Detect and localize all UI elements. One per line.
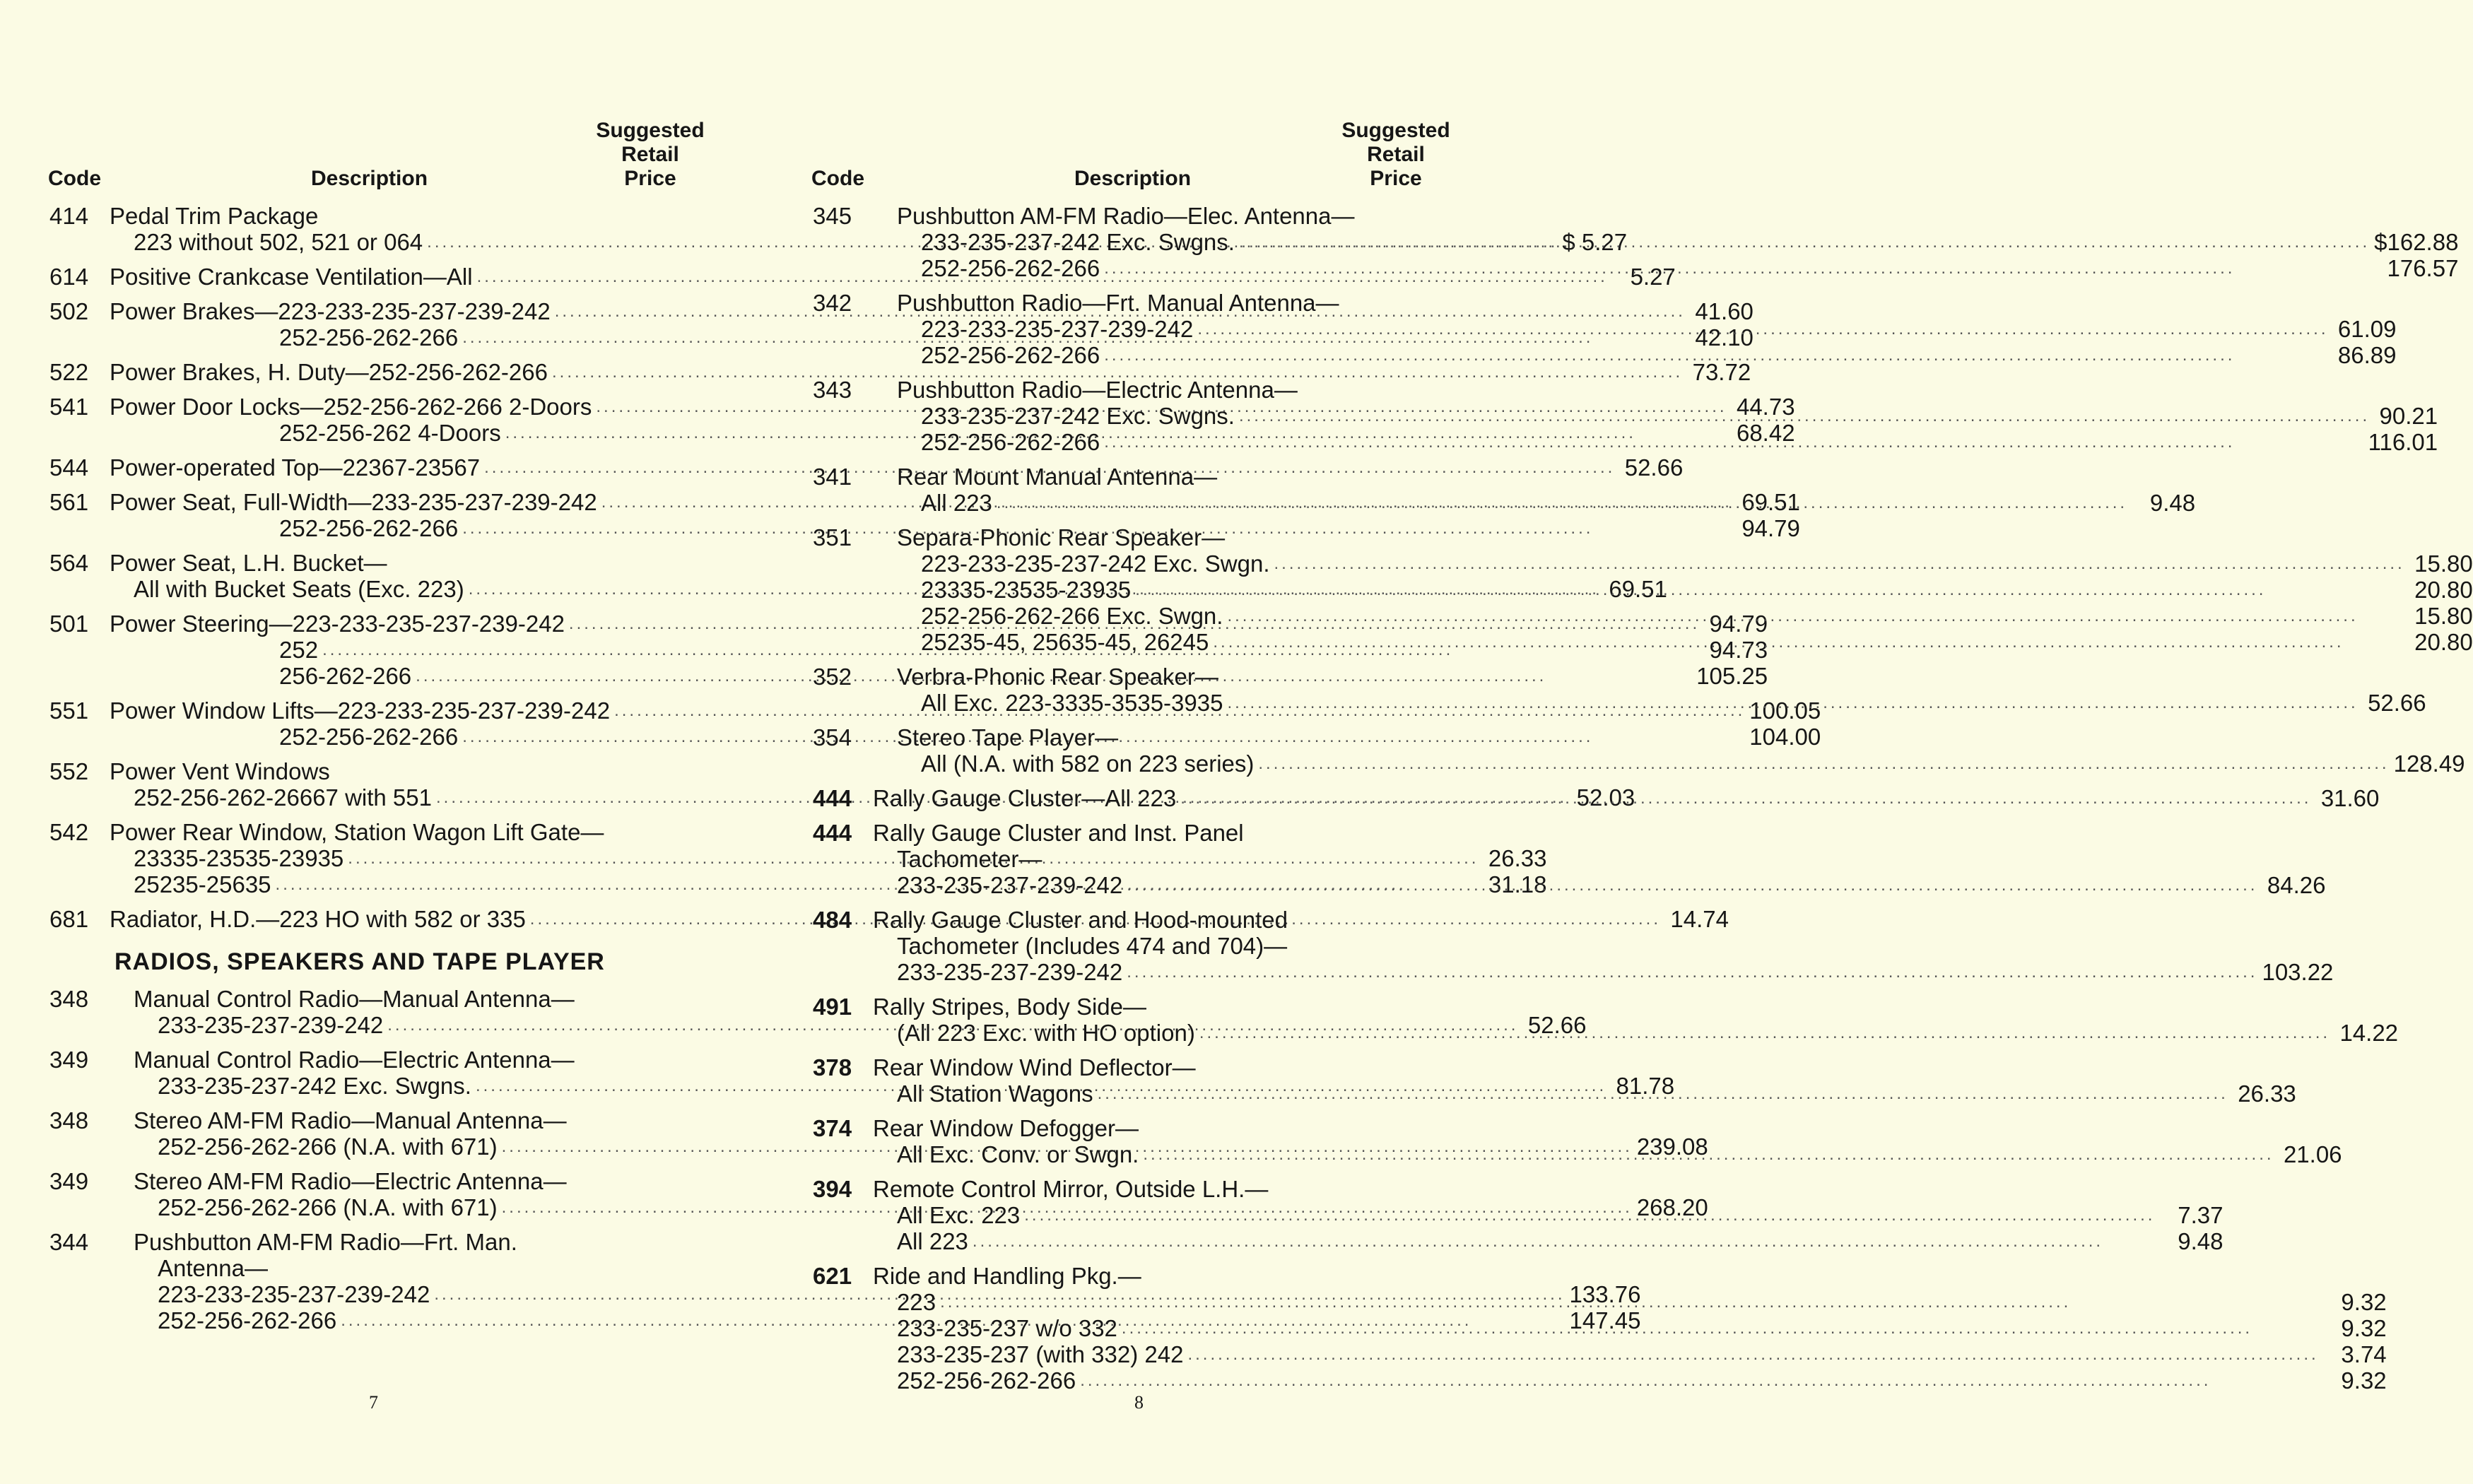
price-line <box>873 1020 2398 1046</box>
price-value: 26.33 <box>2238 1080 2296 1107</box>
price-header: Suggested Retail Price <box>1341 119 1450 190</box>
price-value: 94.79 <box>1741 515 1800 541</box>
line-description: 23335-23535-23935 <box>134 845 344 871</box>
price-line <box>897 690 2426 716</box>
option-title: Stereo AM-FM Radio—Electric Antenna— <box>134 1168 567 1194</box>
price-line <box>873 1141 2342 1167</box>
option-title: Pushbutton AM-FM Radio—Frt. Man. <box>134 1229 517 1255</box>
dot-leader <box>1104 255 2383 281</box>
line-description: Positive Crankcase Ventilation—All <box>110 264 473 290</box>
line-description: Power-operated Top—22367-23567 <box>110 454 481 481</box>
price-line <box>897 603 2473 629</box>
price-value: 5.27 <box>1630 264 1676 290</box>
price-value: 9.32 <box>2341 1367 2387 1394</box>
line-description: 233-235-237-242 Exc. Swgns. <box>921 403 1235 429</box>
price-value: 15.80 <box>2414 550 2473 577</box>
dot-leader <box>1239 229 2370 255</box>
price-value: 14.74 <box>1670 906 1729 932</box>
price-line <box>897 550 2473 577</box>
line-description: 223 without 502, 521 or 064 <box>134 229 423 255</box>
line-description: Power Brakes, H. Duty—252-256-262-266 <box>110 359 548 385</box>
dot-leader <box>1227 603 2404 629</box>
line-description: All Exc. Conv. or Swgn. <box>897 1141 1139 1167</box>
dot-leader <box>1143 1141 2274 1167</box>
line-description: All 223 <box>921 490 992 516</box>
line-description: 233-235-237-242 Exc. Swgns. <box>921 229 1235 255</box>
option-title: Rear Mount Manual Antenna— <box>897 464 1218 490</box>
dot-leader <box>997 490 2127 516</box>
option-title: Stereo AM-FM Radio—Manual Antenna— <box>134 1107 567 1133</box>
line-description: Power Door Locks—252-256-262-266 2-Doors <box>110 394 592 420</box>
code-header: Code <box>48 167 101 190</box>
option-code: 522 <box>49 359 89 385</box>
dot-leader <box>1187 1341 2318 1367</box>
line-description: All 223 <box>897 1228 968 1254</box>
price-value: $ 5.27 <box>1562 229 1628 255</box>
dot-leader <box>1227 690 2358 716</box>
price-value: 14.22 <box>2339 1020 2399 1046</box>
dot-leader <box>1098 1080 2228 1107</box>
line-description: 233-235-237-239-242 <box>158 1012 384 1038</box>
option-code: 378 <box>813 1054 852 1080</box>
option-code: 621 <box>813 1263 852 1289</box>
option-title: Rally Gauge Cluster and Hood-mounted <box>873 907 1288 933</box>
price-line <box>897 429 2438 455</box>
price-value: 31.60 <box>2320 785 2380 811</box>
option-title: Pushbutton AM-FM Radio—Elec. Antenna— <box>897 203 1355 229</box>
option-code: 541 <box>49 394 89 420</box>
option-title-cont: Antenna— <box>158 1255 268 1281</box>
price-value: 133.76 <box>1569 1281 1641 1307</box>
option-title: Verbra-Phonic Rear Speaker— <box>897 664 1218 690</box>
option-code: 344 <box>49 1229 89 1255</box>
line-description: Power Window Lifts—223-233-235-237-239-242 <box>110 697 611 724</box>
option-title: Remote Control Mirror, Outside L.H.— <box>873 1176 1269 1202</box>
price-value: 9.32 <box>2341 1289 2387 1315</box>
option-code: 341 <box>813 464 852 490</box>
price-line <box>897 577 2473 603</box>
price-value: 116.01 <box>2368 429 2438 455</box>
option-code: 444 <box>813 785 852 811</box>
option-title: Power Vent Windows <box>110 758 330 784</box>
line-description: 252-256-262-266 <box>279 515 459 541</box>
option-title: Rally Stripes, Body Side— <box>873 994 1146 1020</box>
page-number: 7 <box>369 1392 378 1413</box>
line-description: 252-256-262-266 <box>921 429 1100 455</box>
option-title: Rear Window Defogger— <box>873 1115 1139 1141</box>
option-code: 348 <box>49 986 89 1012</box>
price-line <box>897 629 2473 655</box>
price-value: 84.26 <box>2267 872 2326 898</box>
option-title: Manual Control Radio—Manual Antenna— <box>134 986 575 1012</box>
line-description: 223-233-235-237-242 Exc. Swgn. <box>921 550 1270 577</box>
option-code: 501 <box>49 611 89 637</box>
option-code: 349 <box>49 1168 89 1194</box>
line-description: 252-256-262-266 <box>279 724 459 750</box>
dot-leader <box>1180 785 2311 811</box>
price-value: 103.22 <box>2262 959 2334 985</box>
option-title: Manual Control Radio—Electric Antenna— <box>134 1047 575 1073</box>
line-description: 252-256-262-266 <box>921 255 1100 281</box>
code-header: Code <box>811 167 864 190</box>
line-description: Power Seat, Full-Width—233-235-237-239-242 <box>110 489 597 515</box>
price-line <box>897 750 2465 777</box>
price-value: 61.09 <box>2337 316 2397 342</box>
line-description: All Exc. 223 <box>897 1202 1021 1228</box>
price-value: 239.08 <box>1636 1133 1708 1160</box>
option-code: 542 <box>49 819 89 845</box>
option-title: Rally Gauge Cluster and Inst. Panel <box>873 820 1244 846</box>
line-description: Radiator, H.D.—223 HO with 582 or 335 <box>110 906 526 932</box>
price-value: 44.73 <box>1736 394 1795 420</box>
price-value: 41.60 <box>1695 298 1754 324</box>
price-entry <box>42 359 1751 385</box>
price-line <box>897 229 2458 255</box>
price-value: 15.80 <box>2414 603 2473 629</box>
price-value: 69.51 <box>1741 489 1800 515</box>
line-description: All Exc. 223-3335-3535-3935 <box>921 690 1223 716</box>
column-headers <box>806 113 1470 191</box>
line-description: 233-235-237 (with 332) 242 <box>897 1341 1184 1367</box>
price-value: 104.00 <box>1749 724 1821 750</box>
line-description: 252-256-262-266 Exc. Swgn. <box>921 603 1223 629</box>
line-description: 252 <box>279 637 319 663</box>
line-description: 256-262-266 <box>279 663 412 689</box>
option-code: 348 <box>49 1107 89 1133</box>
price-value: 90.21 <box>2379 403 2438 429</box>
price-value: 52.66 <box>2368 690 2426 716</box>
option-code: 564 <box>49 550 89 576</box>
price-value: 52.03 <box>1576 784 1635 811</box>
option-code: 552 <box>49 758 89 784</box>
option-code: 345 <box>813 203 852 229</box>
price-line <box>897 490 2195 516</box>
price-value: 9.48 <box>2178 1228 2224 1254</box>
option-title-cont: Tachometer (Includes 474 and 704)— <box>897 933 1288 959</box>
line-description: Rally Gauge Cluster—All 223 <box>873 785 1177 811</box>
option-code: 561 <box>49 489 89 515</box>
dot-leader <box>973 1228 2156 1254</box>
price-value: 31.18 <box>1488 871 1547 897</box>
dot-leader <box>1127 959 2257 985</box>
line-description: Power Brakes—223-233-235-237-239-242 <box>110 298 551 324</box>
option-code: 681 <box>49 906 89 932</box>
price-value: 94.73 <box>1709 637 1768 663</box>
dot-leader <box>1122 1315 2319 1341</box>
price-value: 147.45 <box>1569 1307 1641 1333</box>
dot-leader <box>1127 872 2257 898</box>
price-value: 7.37 <box>2178 1202 2224 1228</box>
price-value: $162.88 <box>2374 229 2459 255</box>
price-value: 3.74 <box>2341 1341 2387 1367</box>
section-title: RADIOS, SPEAKERS AND TAPE PLAYER <box>114 948 605 975</box>
price-line <box>873 1202 2223 1228</box>
line-description: 252-256-262-266 (N.A. with 671) <box>158 1133 498 1160</box>
line-description: Power Steering—223-233-235-237-239-242 <box>110 611 565 637</box>
column-headers <box>42 113 705 191</box>
option-code: 491 <box>813 994 852 1020</box>
line-description: 223-233-235-237-239-242 <box>921 316 1194 342</box>
price-line <box>873 1228 2223 1254</box>
price-line <box>873 1367 2387 1394</box>
price-value: 20.80 <box>2414 629 2473 655</box>
option-code: 484 <box>813 907 852 933</box>
option-code: 414 <box>49 203 89 229</box>
line-description: 25235-25635 <box>134 871 271 897</box>
price-line <box>897 255 2458 281</box>
price-value: 26.33 <box>1488 845 1547 871</box>
price-header: Suggested Retail Price <box>596 119 705 190</box>
dot-leader <box>1104 429 2363 455</box>
price-value: 81.78 <box>1616 1073 1675 1099</box>
option-code: 394 <box>813 1176 852 1202</box>
option-title: Power Seat, L.H. Bucket— <box>110 550 387 576</box>
option-code: 374 <box>813 1115 852 1141</box>
price-line <box>873 1315 2387 1341</box>
option-title: Ride and Handling Pkg.— <box>873 1263 1141 1289</box>
option-code: 502 <box>49 298 89 324</box>
dot-leader <box>1080 1367 2318 1394</box>
line-description: 252-256-262-266 <box>921 342 1100 368</box>
line-description: 233-235-237-239-242 <box>897 959 1123 985</box>
line-description: 252-256-262-266 <box>279 324 459 351</box>
option-title: Pedal Trim Package <box>110 203 319 229</box>
page-number: 8 <box>1134 1392 1144 1413</box>
description-header: Description <box>311 167 428 190</box>
price-value: 20.80 <box>2414 577 2473 603</box>
price-value: 9.48 <box>2149 490 2196 516</box>
option-code: 354 <box>813 724 852 750</box>
price-line <box>873 1080 2296 1107</box>
price-value: 73.72 <box>1692 359 1751 385</box>
option-title: Stereo Tape Player— <box>897 724 1119 750</box>
line-description: All (N.A. with 582 on 223 series) <box>921 750 1255 777</box>
option-title: Pushbutton Radio—Frt. Manual Antenna— <box>897 290 1339 316</box>
price-line <box>873 785 2379 811</box>
line-description: 223-233-235-237-239-242 <box>158 1281 430 1307</box>
price-value: 268.20 <box>1636 1194 1708 1220</box>
dot-leader <box>1104 342 2328 368</box>
price-value: 105.25 <box>1696 663 1768 689</box>
price-value: 52.66 <box>1624 454 1684 481</box>
line-description: All Station Wagons <box>897 1080 1093 1107</box>
price-value: 94.79 <box>1709 611 1768 637</box>
option-title: Separa-Phonic Rear Speaker— <box>897 524 1226 550</box>
line-description: 252-256-262-26667 with 551 <box>134 784 432 811</box>
price-line <box>897 316 2397 342</box>
option-code: 342 <box>813 290 852 316</box>
dot-leader <box>1239 403 2370 429</box>
price-value: 86.89 <box>2337 342 2397 368</box>
price-value: 100.05 <box>1749 697 1821 724</box>
price-value: 68.42 <box>1736 420 1795 446</box>
line-description: 25235-45, 25635-45, 26245 <box>921 629 1209 655</box>
option-code: 544 <box>49 454 89 481</box>
price-line <box>897 403 2438 429</box>
dot-leader <box>1258 750 2389 777</box>
line-description: 233-235-237 w/o 332 <box>897 1315 1117 1341</box>
line-description: 23335-23535-23935 <box>921 577 1132 603</box>
price-line <box>873 1341 2387 1367</box>
dot-leader <box>1274 550 2405 577</box>
dot-leader <box>1199 1020 2330 1046</box>
option-code: 444 <box>813 820 852 846</box>
option-title: Pushbutton Radio—Electric Antenna— <box>897 377 1298 403</box>
line-description: 223 <box>897 1289 936 1315</box>
price-value: 176.57 <box>2387 255 2459 281</box>
dot-leader <box>1213 629 2404 655</box>
line-description: 252-256-262-266 (N.A. with 671) <box>158 1194 498 1220</box>
option-title: Rear Window Wind Deflector— <box>873 1054 1196 1080</box>
option-code: 352 <box>813 664 852 690</box>
line-description: 252-256-262-266 <box>897 1367 1076 1394</box>
price-value: 128.49 <box>2393 750 2465 777</box>
option-title-cont: Tachometer— <box>897 846 1042 872</box>
dot-leader <box>1135 577 2404 603</box>
price-line <box>873 959 2333 985</box>
option-code: 551 <box>49 697 89 724</box>
option-code: 349 <box>49 1047 89 1073</box>
option-code: 351 <box>813 524 852 550</box>
price-value: 69.51 <box>1609 576 1667 602</box>
option-title: Power Rear Window, Station Wagon Lift Gate— <box>110 819 604 845</box>
price-line <box>873 1289 2387 1315</box>
price-value: 52.66 <box>1527 1012 1587 1038</box>
line-description: 252-256-262 4-Doors <box>279 420 501 446</box>
price-value: 9.32 <box>2341 1315 2387 1341</box>
description-header: Description <box>1074 167 1192 190</box>
dot-leader <box>1024 1202 2155 1228</box>
price-line <box>873 872 2325 898</box>
line-description: 252-256-262-266 <box>158 1307 337 1333</box>
line-description: 233-235-237-242 Exc. Swgns. <box>158 1073 471 1099</box>
option-code: 343 <box>813 377 852 403</box>
price-value: 42.10 <box>1695 324 1754 351</box>
dot-leader <box>1197 316 2328 342</box>
price-value: 21.06 <box>2283 1141 2342 1167</box>
dot-leader <box>940 1289 2319 1315</box>
line-description: All with Bucket Seats (Exc. 223) <box>134 576 464 602</box>
line-description: (All 223 Exc. with HO option) <box>897 1020 1195 1046</box>
line-description: 233-235-237-239-242 <box>897 872 1123 898</box>
option-code: 614 <box>49 264 89 290</box>
price-line <box>897 342 2397 368</box>
